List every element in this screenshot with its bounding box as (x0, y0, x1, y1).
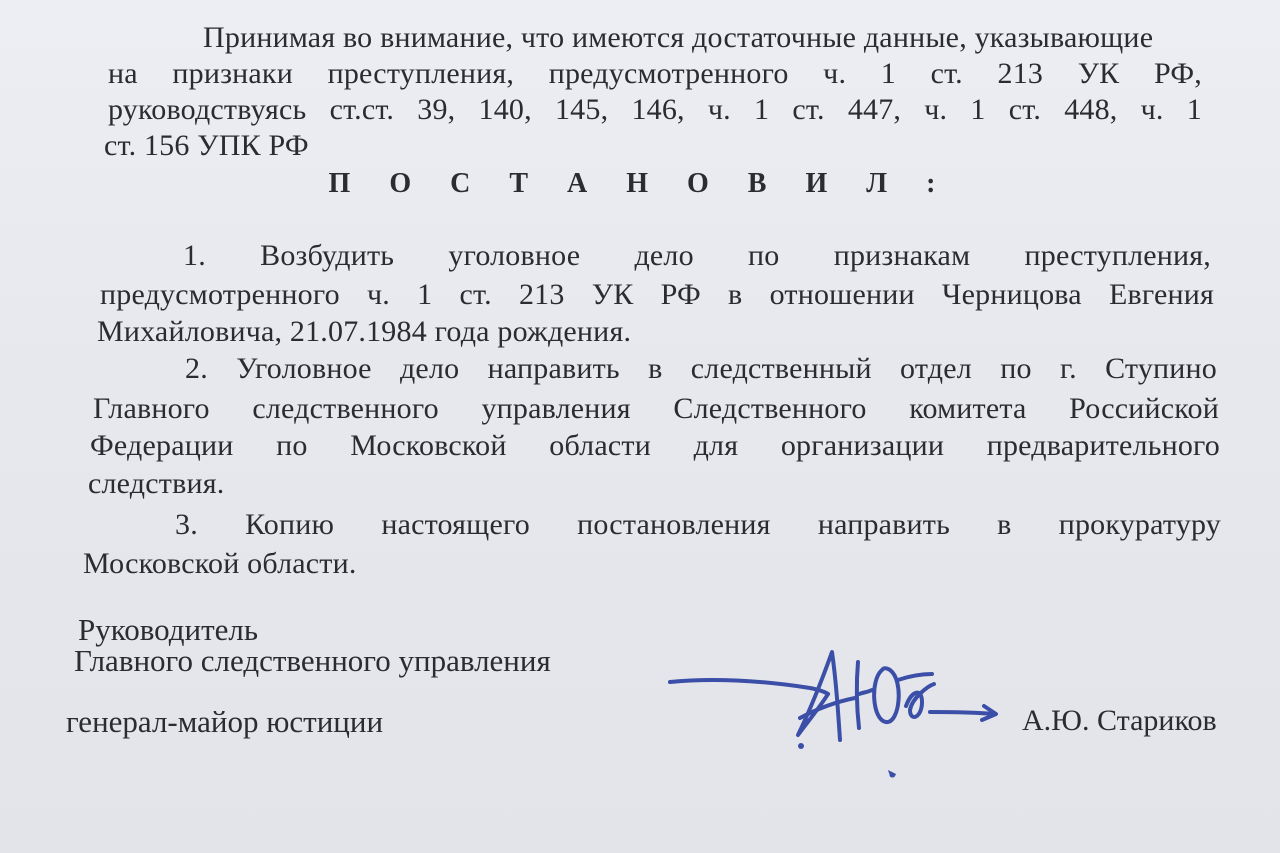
signatory-title-2: Главного следственного управления (74, 643, 551, 678)
signatory-title-1: Руководитель (78, 612, 259, 647)
signatory-name: А.Ю. Стариков (1022, 704, 1217, 737)
intro-line-1: Принимая во внимание, что имеются достаточные данные, указывающие (203, 21, 1154, 54)
item-3-line-1: 3. Копию настоящего постановления направить в прокуратуру (175, 508, 1221, 541)
item-2-line-4: следствия. (88, 467, 225, 500)
intro-line-3: руководствуясь ст.ст. 39, 140, 145, 146, ч. 1 ст. 447, ч. 1 ст. 448, ч. 1 (108, 93, 1202, 126)
item-2-line-3: Федерации по Московской области для организации предварительного (90, 429, 1220, 462)
handwritten-signature (660, 640, 1020, 790)
item-2-line-2: Главного следственного управления Следственного комитета Российской (93, 392, 1219, 425)
intro-line-2: на признаки преступления, предусмотренного ч. 1 ст. 213 УК РФ, (108, 57, 1202, 90)
item-3-line-2: Московской области. (83, 547, 357, 580)
item-1-line-3: Михайловича, 21.07.1984 года рождения. (97, 315, 632, 348)
signatory-rank: генерал-майор юстиции (66, 704, 384, 739)
item-1-line-1: 1. Возбудить уголовное дело по признакам преступления, (183, 239, 1211, 272)
item-2-line-1: 2. Уголовное дело направить в следственный отдел по г. Ступино (185, 352, 1217, 385)
intro-line-4: ст. 156 УПК РФ (104, 129, 309, 162)
item-1-line-2: предусмотренного ч. 1 ст. 213 УК РФ в отношении Черницова Евгения (100, 278, 1214, 311)
decision-heading: П О С Т А Н О В И Л : (328, 168, 952, 199)
